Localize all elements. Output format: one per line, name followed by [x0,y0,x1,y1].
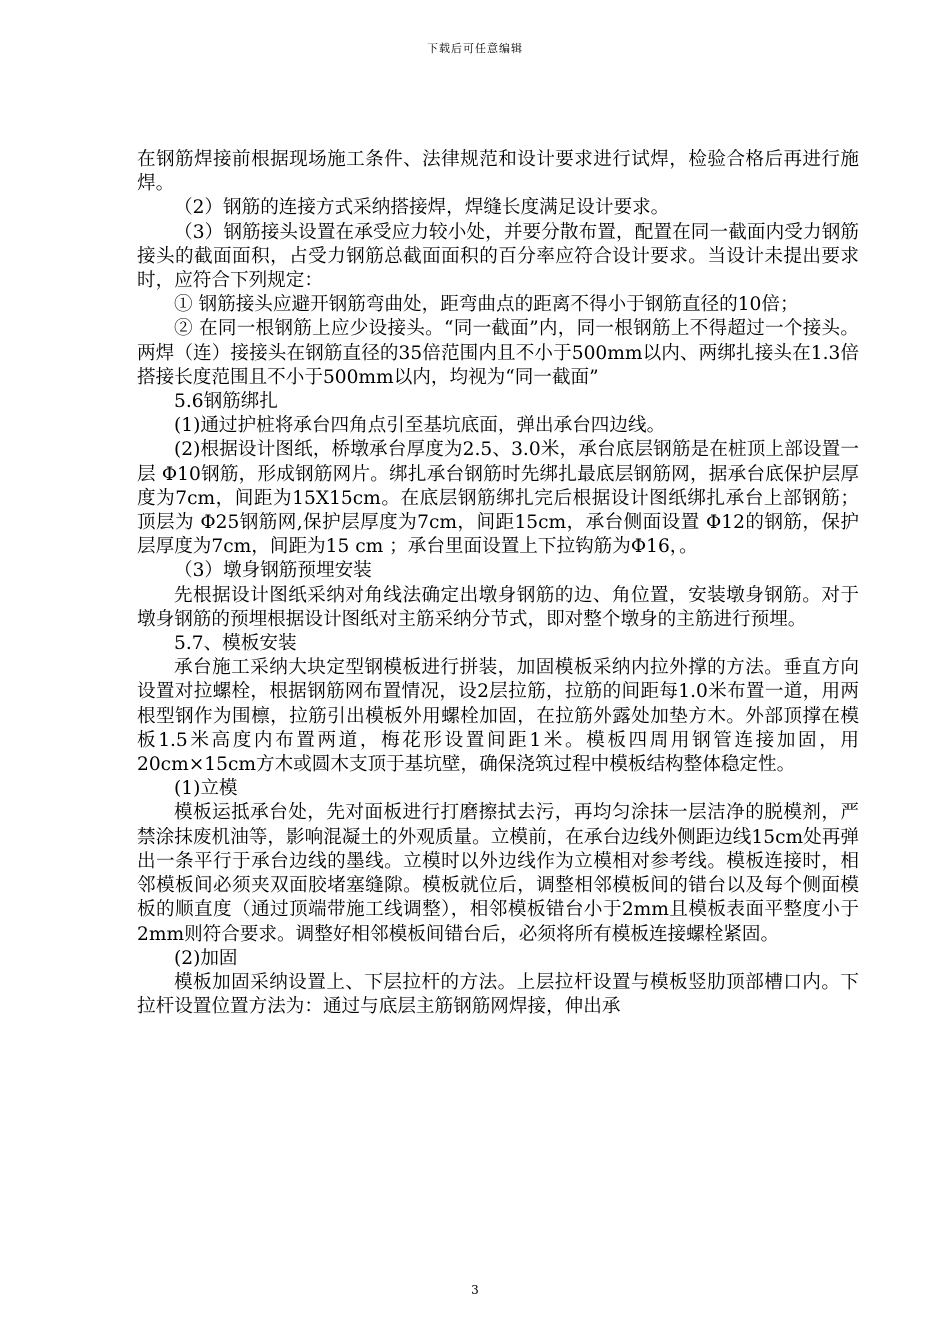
paragraph: 模板运抵承台处，先对面板进行打磨擦拭去污，再均匀涂抹一层洁净的脱模剂，严禁涂抹废机油等，影响混凝土的外观质量。立模前，在承台边线外侧距边线15cm处再弹出一条平行于承台边线的墨线。立模时以外边线作为立模相对参考线。模板连接时，相邻模板间必须夹双面胶堵塞缝隙。模板就位后，调整相邻模板间的错台以及每个侧面模板的顺直度（通过顶端带施工线调整），相邻模板错台小于2mm且模板表面平整度小于2mm则符合要求。调整好相邻模板间错台后，必须将所有模板连接螺栓紧固。 [137,802,859,945]
paragraph: （2）钢筋的连接方式采纳搭接焊，焊缝长度满足设计要求。 [174,197,670,219]
page-number: 3 [471,1283,479,1297]
paragraph: 5.7、模板安装 [174,633,297,655]
paragraph: 先根据设计图纸采纳对角线法确定出墩身钢筋的边、角位置，安装墩身钢筋。对于墩身钢筋的预埋根据设计图纸对主筋采纳分节式，即对整个墩身的主筋进行预埋。 [137,584,859,630]
paragraph: 承台施工采纳大块定型钢模板进行拼装，加固模板采纳内拉外撑的方法。垂直方向设置对拉螺栓，根据钢筋网布置情况，设2层拉筋，拉筋的间距每1.0米布置一道，用两根型钢作为围檩，拉筋引出模板外用螺栓加固，在拉筋外露处加垫方木。外部顶撑在模板1.5米高度内布置两道，梅花形设置间距1米。模板四周用钢管连接加固，用20cm×15cm方木或圆木支顶于基坑壁，确保浇筑过程中模板结构整体稳定性。 [137,657,859,776]
page-header: 下载后可任意编辑 [427,42,523,55]
paragraph: （3）墩身钢筋预埋安装 [174,560,372,582]
document-body [137,148,859,1019]
paragraph: (2)根据设计图纸，桥墩承台厚度为2.5、3.0米，承台底层钢筋是在桩顶上部设置一层 Φ10钢筋，形成钢筋网片。绑扎承台钢筋时先绑扎最底层钢筋网，据承台底保护层厚度为7cm，间距为15X15cm。在底层钢筋绑扎完后根据设计图纸绑扎承台上部钢筋；顶层为 Φ25钢筋网,保护层厚度为7cm，间距15cm，承台侧面设置 Φ12的钢筋，保护层厚度为7cm，间距为15 cm ；承台里面设置上下拉钩筋为Φ16，。 [137,439,859,558]
paragraph: (2)加固 [174,947,238,969]
paragraph: （3）钢筋接头设置在承受应力较小处，并要分散布置，配置在同一截面内受力钢筋接头的截面面积，占受力钢筋总截面面积的百分率应符合设计要求。当设计未提出要求时，应符合下列规定： [137,221,859,292]
paragraph: ① 钢筋接头应避开钢筋弯曲处，距弯曲点的距离不得小于钢筋直径的10倍； [174,294,799,316]
paragraph: ② 在同一根钢筋上应少设接头。“同一截面”内，同一根钢筋上不得超过一个接头。两焊（连）接接头在钢筋直径的35倍范围内且不小于500mm以内、两绑扎接头在1.3倍搭接长度范围且不小于500mm以内，均视为“同一截面” [137,318,859,388]
paragraph: 模板加固采纳设置上、下层拉杆的方法。上层拉杆设置与模板竖肋顶部槽口内。下拉杆设置位置方法为：通过与底层主筋钢筋网焊接，伸出承 [137,971,859,1018]
paragraph: 5.6钢筋绑扎 [174,391,278,413]
paragraph: (1)立模 [174,778,238,800]
paragraph: 在钢筋焊接前根据现场施工条件、法律规范和设计要求进行试焊，检验合格后再进行施焊。 [137,149,859,195]
paragraph: (1)通过护桩将承台四角点引至基坑底面，弹出承台四边线。 [174,415,666,437]
